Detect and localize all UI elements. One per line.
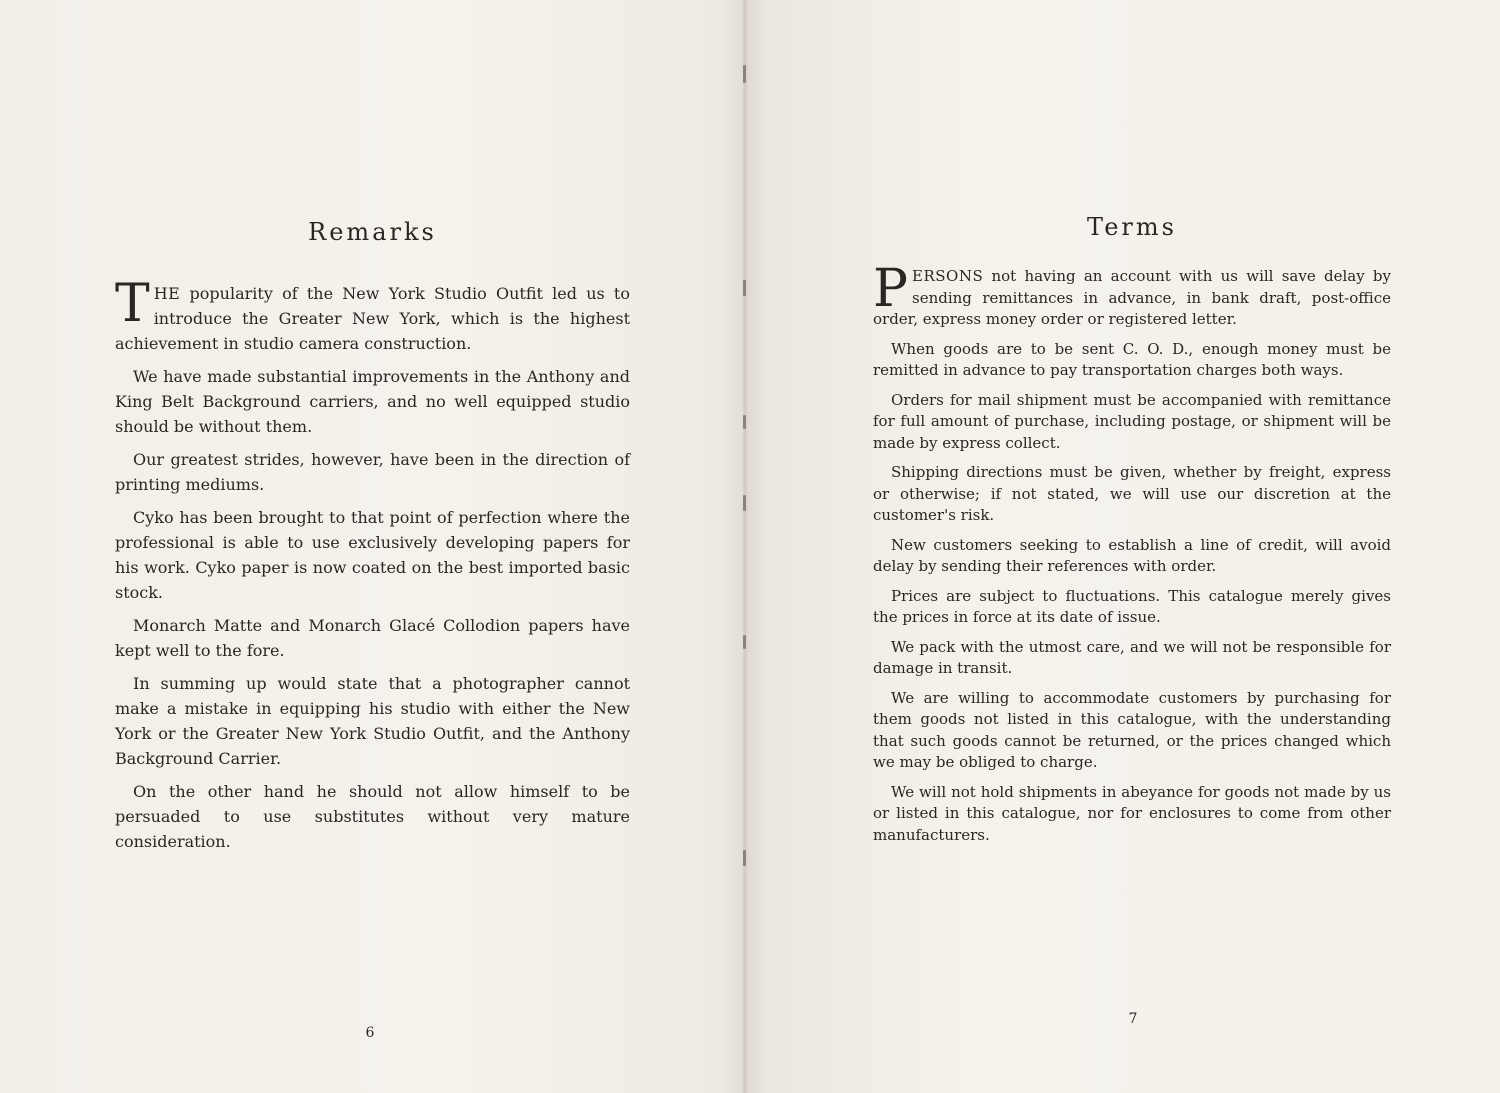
- left-page: [0, 0, 745, 1093]
- paragraph: Prices are subject to fluctuations. This catalogue merely gives the prices in force at its date of issue.: [873, 586, 1391, 626]
- paragraph: [115, 274, 630, 356]
- paragraph: We are willing to accommodate customers by purchasing for them goods not listed in this catalogue, with the understanding that such goods cannot be returned, or the prices changed which we may be obliged to charge.: [873, 688, 1391, 771]
- body-text: [873, 259, 1391, 854]
- paragraph: [873, 259, 1391, 331]
- paragraph: We will not hold shipments in abeyance for goods not made by us or listed in this catalogue, nor for enclosures to come from other manufacturers.: [873, 782, 1391, 844]
- binding-stitch: [743, 495, 746, 511]
- page-number: 7: [1128, 1011, 1138, 1027]
- paragraph-text: not having an account with us will save delay by sending remittances in advance, in bank draft, post-office order, express money order or registered letter.: [873, 267, 1391, 328]
- paragraph: On the other hand he should not allow himself to be persuaded to use substitutes without very mature consideration.: [115, 782, 630, 851]
- page-title: Remarks: [308, 218, 437, 246]
- binding-stitch: [743, 280, 746, 296]
- binding-stitch: [743, 635, 746, 649]
- binding-stitch: [743, 850, 746, 866]
- binding-stitch: [743, 65, 746, 83]
- drop-cap: T: [115, 274, 150, 334]
- right-page: [745, 0, 1500, 1093]
- paragraph: Cyko has been brought to that point of perfection where the professional is able to use exclusively developing papers for his work. Cyko paper is now coated on the best imported basic stock.: [115, 508, 630, 602]
- paragraph: We pack with the utmost care, and we will not be responsible for damage in transit.: [873, 637, 1391, 677]
- drop-cap: P: [873, 259, 908, 319]
- page-number: 6: [365, 1025, 375, 1041]
- paragraph-text: popularity of the New York Studio Outfit led us to introduce the Greater New York, which is the highest achievement in studio camera construction.: [115, 284, 630, 353]
- paragraph: We have made substantial improvements in the Anthony and King Belt Background carriers, and no well equipped studio should be without them.: [115, 367, 630, 436]
- book-gutter: [741, 0, 749, 1093]
- paragraph: Orders for mail shipment must be accompanied with remittance for full amount of purchase, including postage, or shipment will be made by express collect.: [873, 390, 1391, 452]
- page-title: Terms: [1087, 213, 1177, 241]
- paragraph: New customers seeking to establish a line of credit, will avoid delay by sending their references with order.: [873, 535, 1391, 575]
- lead-caps: HE: [153, 284, 181, 303]
- body-text: [115, 274, 630, 862]
- paragraph: Our greatest strides, however, have been in the direction of printing mediums.: [115, 450, 630, 494]
- paragraph: Monarch Matte and Monarch Glacé Collodion papers have kept well to the fore.: [115, 616, 630, 660]
- paragraph: In summing up would state that a photographer cannot make a mistake in equipping his studio with either the New York or the Greater New York Studio Outfit, and the Anthony Background Carrier.: [115, 674, 630, 768]
- paragraph: Shipping directions must be given, whether by freight, express or otherwise; if not stated, we will use our discretion at the customer's risk.: [873, 463, 1391, 524]
- paragraph: When goods are to be sent C. O. D., enough money must be remitted in advance to pay transportation charges both ways.: [873, 339, 1391, 379]
- lead-caps: ERSONS: [912, 267, 984, 285]
- binding-stitch: [743, 415, 746, 429]
